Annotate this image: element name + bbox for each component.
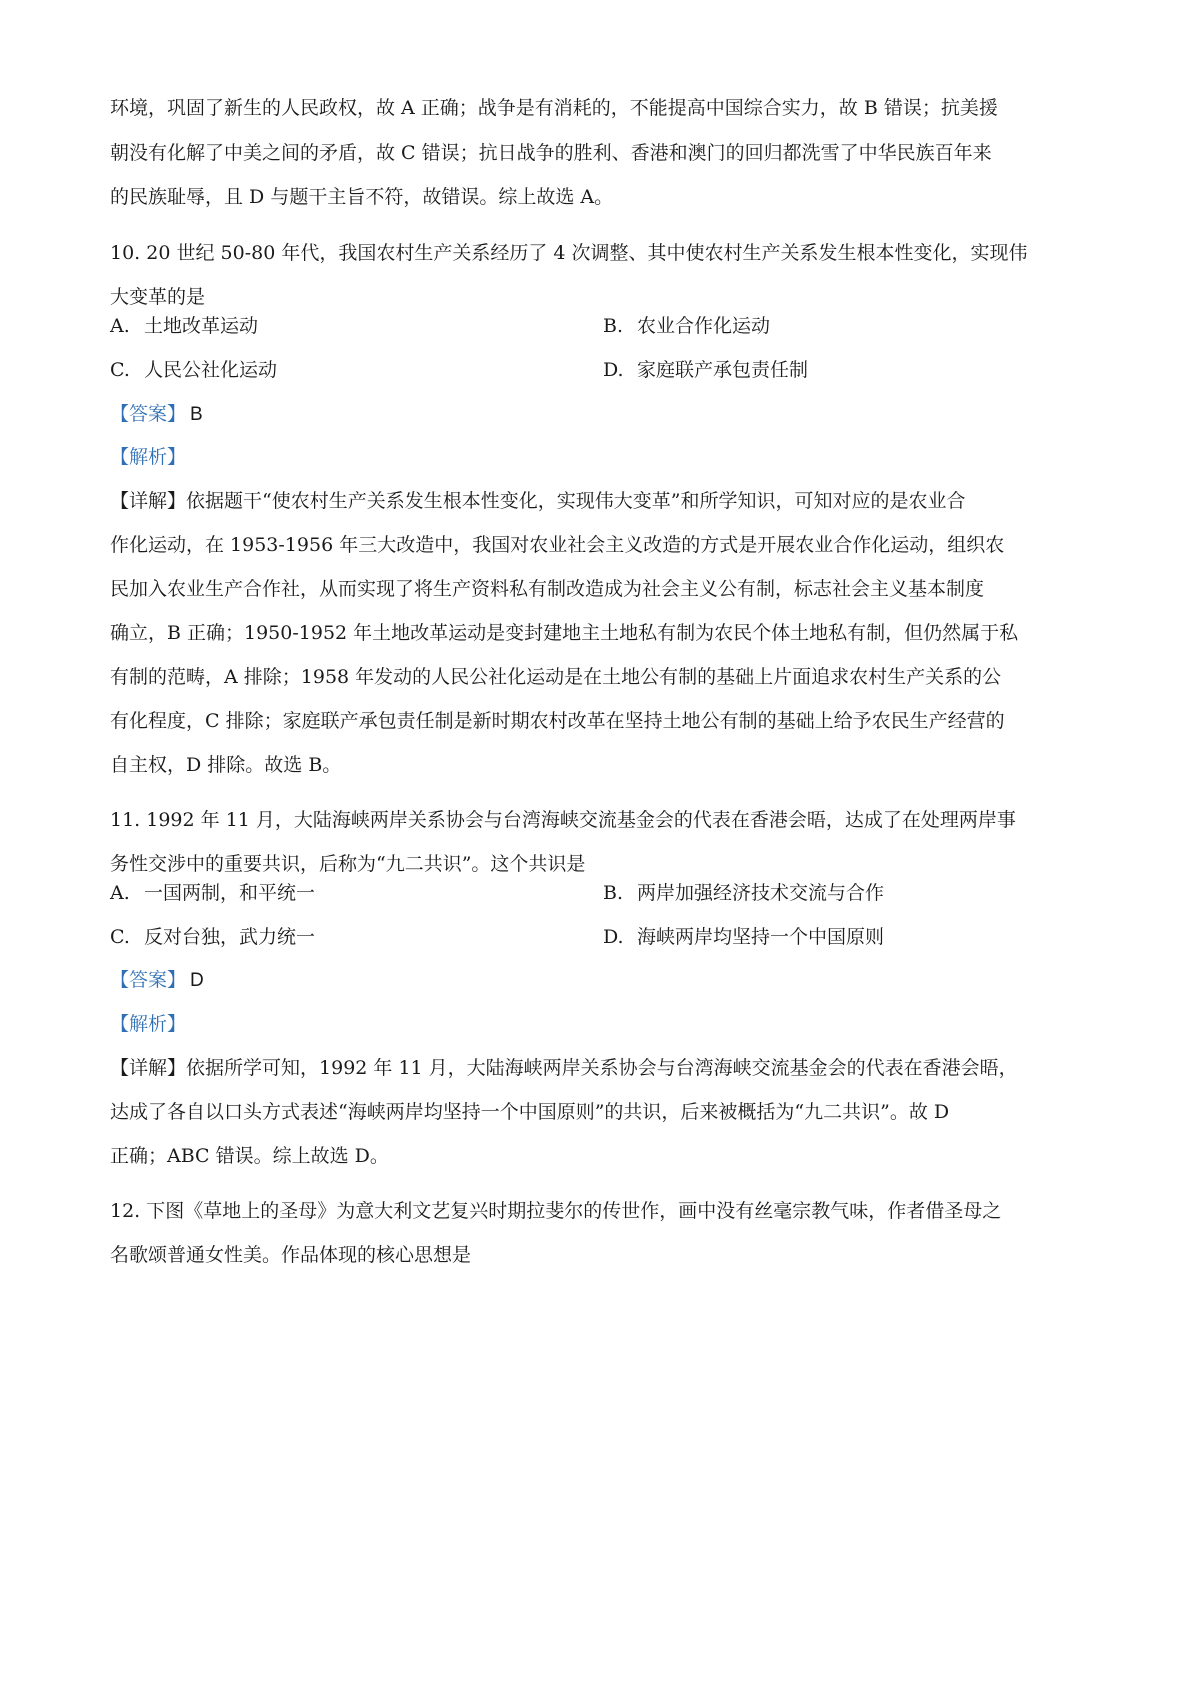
- answer-value: B: [190, 404, 203, 425]
- q10-detail-line: 民加入农业生产合作社，从而实现了将生产资料私有制改造成为社会主义公有制，标志社会主义基本制度: [110, 578, 985, 600]
- q10-answer: [110, 400, 1100, 429]
- q10-stem-line: 大变革的是: [110, 286, 206, 308]
- q11-answer: [110, 966, 1100, 995]
- q10-stem-line: 10. 20 世纪 50-80 年代，我国农村生产关系经历了 4 次调整、其中使农村生产关系发生根本性变化，实现伟: [110, 242, 1028, 264]
- answer-value: D: [190, 970, 204, 991]
- detail-label: 【详解】: [110, 490, 187, 512]
- answer-label: 【答案】: [110, 403, 187, 425]
- q12-stem-line: 12. 下图《草地上的圣母》为意大利文艺复兴时期拉斐尔的传世作，画中没有丝毫宗教气味，作者借圣母之: [110, 1200, 1002, 1222]
- q10-analysis-label: 【解析】: [110, 446, 187, 468]
- q11-detail-line: 正确；ABC 错误。综上故选 D。: [110, 1145, 389, 1167]
- q11-stem-line: 11. 1992 年 11 月，大陆海峡两岸关系协会与台湾海峡交流基金会的代表在香港会晤，达成了在处理两岸事: [110, 809, 1016, 831]
- intro-line: 的民族耻辱，且 D 与题干主旨不符，故错误。综上故选 A。: [110, 186, 614, 208]
- q10-option-b: B. 农业合作化运动: [603, 315, 771, 337]
- intro-line: 朝没有化解了中美之间的矛盾，故 C 错误；抗日战争的胜利、香港和澳门的回归都洗雪了中华民族百年来: [110, 142, 992, 164]
- detail-label: 【详解】: [110, 1057, 187, 1079]
- q11-option-b: B. 两岸加强经济技术交流与合作: [603, 882, 885, 904]
- q11-stem-line: 务性交涉中的重要共识，后称为“九二共识”。这个共识是: [110, 853, 586, 875]
- q10-option-c: C. 人民公社化运动: [110, 359, 278, 381]
- q10-detail-line: 【详解】依据题干“使农村生产关系发生根本性变化，实现伟大变革”和所学知识，可知对应的是农业合: [110, 490, 966, 512]
- q10-detail-line: 自主权，D 排除。故选 B。: [110, 754, 342, 776]
- q12-stem-line: 名歌颂普通女性美。作品体现的核心思想是: [110, 1244, 472, 1266]
- q11-detail-line: 【详解】依据所学可知，1992 年 11 月，大陆海峡两岸关系协会与台湾海峡交流基金会的代表在香港会晤，: [110, 1057, 1018, 1079]
- q10-detail-line: 有制的范畴，A 排除；1958 年发动的人民公社化运动是在土地公有制的基础上片面追求农村生产关系的公: [110, 666, 1002, 688]
- q11-option-d: D. 海峡两岸均坚持一个中国原则: [603, 926, 885, 948]
- answer-label: 【答案】: [110, 969, 187, 991]
- q11-option-a: A. 一国两制，和平统一: [110, 882, 316, 904]
- q11-detail-line: 达成了各自以口头方式表述“海峡两岸均坚持一个中国原则”的共识，后来被概括为“九二共识”。故 D: [110, 1101, 950, 1123]
- q11-analysis-label: 【解析】: [110, 1013, 187, 1035]
- intro-line: 环境，巩固了新生的人民政权，故 A 正确；战争是有消耗的，不能提高中国综合实力，故 B 错误；抗美援: [110, 97, 998, 119]
- q10-detail-line: 有化程度，C 排除；家庭联产承包责任制是新时期农村改革在坚持土地公有制的基础上给予农民生产经营的: [110, 710, 1005, 732]
- q10-option-d: D. 家庭联产承包责任制: [603, 359, 809, 381]
- q10-option-a: A. 土地改革运动: [110, 315, 259, 337]
- q10-detail-line: 作化运动，在 1953-1956 年三大改造中，我国对农业社会主义改造的方式是开展农业合作化运动，组织农: [110, 534, 1005, 556]
- q10-detail-line: 确立，B 正确；1950-1952 年土地改革运动是变封建地主土地私有制为农民个体土地私有制，但仍然属于私: [110, 622, 1019, 644]
- q11-option-c: C. 反对台独，武力统一: [110, 926, 316, 948]
